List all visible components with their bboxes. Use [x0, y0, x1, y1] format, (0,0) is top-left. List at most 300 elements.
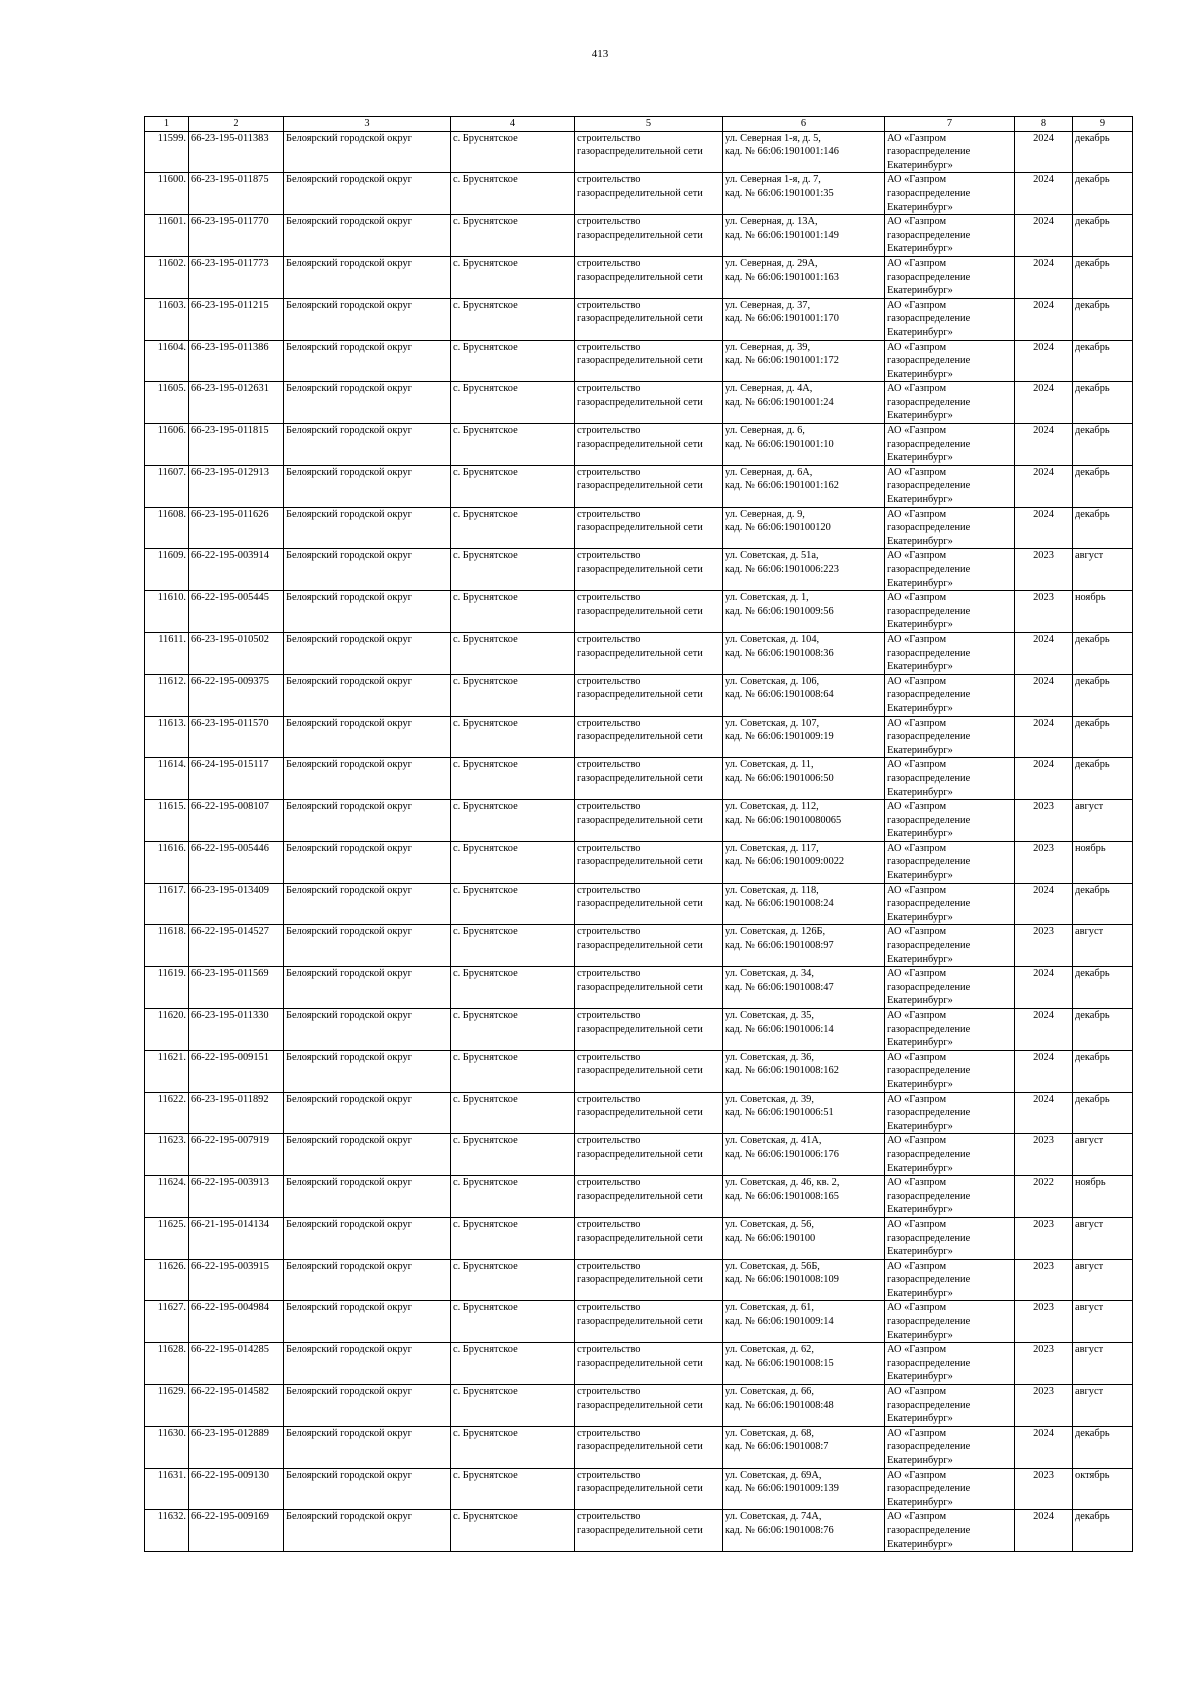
address-cell	[723, 256, 885, 298]
street-address: ул. Северная, д. 39,	[725, 341, 811, 353]
settlement-cell	[451, 1009, 575, 1051]
settlement-cell	[451, 298, 575, 340]
settlement-name: с. Бруснятское	[453, 1469, 518, 1481]
month-value: декабрь	[1075, 508, 1110, 520]
year-value: 2024	[1033, 1093, 1054, 1105]
year-cell	[1015, 1259, 1073, 1301]
year-value: 2024	[1033, 1051, 1054, 1063]
row-number-cell	[145, 215, 189, 257]
organization-line: Екатеринбург»	[887, 702, 953, 714]
organization-line: Екатеринбург»	[887, 661, 953, 673]
year-value: 2023	[1033, 1302, 1054, 1314]
row-number: 11616.	[157, 842, 186, 854]
month-value: август	[1075, 550, 1104, 562]
organization-line: Екатеринбург»	[887, 1287, 953, 1299]
settlement-cell	[451, 1301, 575, 1343]
work-type-line: строительство	[577, 132, 641, 144]
table-row	[145, 298, 1133, 340]
work-type-line: строительство	[577, 592, 641, 604]
registry-code-cell	[189, 507, 284, 549]
column-header: 1	[145, 117, 189, 132]
row-number: 11611.	[158, 633, 186, 645]
address-cell	[723, 382, 885, 424]
registry-code: 66-22-195-004984	[191, 1302, 269, 1314]
month-cell	[1073, 632, 1133, 674]
organization-line: газораспределение	[887, 438, 971, 450]
year-cell	[1015, 1176, 1073, 1218]
year-cell	[1015, 215, 1073, 257]
row-number: 11627.	[157, 1302, 186, 1314]
row-number: 11624.	[157, 1177, 186, 1189]
address-cell	[723, 298, 885, 340]
organization-line: газораспределение	[887, 940, 971, 952]
street-address: ул. Советская, д. 46, кв. 2,	[725, 1177, 840, 1189]
settlement-name: с. Бруснятское	[453, 1093, 518, 1105]
year-cell	[1015, 967, 1073, 1009]
organization-line: газораспределение	[887, 1524, 971, 1536]
month-cell	[1073, 256, 1133, 298]
organization-cell	[885, 1343, 1015, 1385]
month-cell	[1073, 298, 1133, 340]
year-cell	[1015, 1217, 1073, 1259]
month-cell	[1073, 967, 1133, 1009]
month-cell	[1073, 925, 1133, 967]
month-cell	[1073, 1426, 1133, 1468]
year-value: 2024	[1033, 216, 1054, 228]
cadastral-number: кад. № 66:06:1901009:56	[725, 605, 834, 617]
street-address: ул. Советская, д. 34,	[725, 968, 814, 980]
year-value: 2024	[1033, 675, 1054, 687]
cadastral-number: кад. № 66:06:1901006:223	[725, 564, 839, 575]
year-value: 2024	[1033, 1427, 1054, 1439]
cadastral-number: кад. № 66:06:1901008:162	[725, 1065, 839, 1077]
organization-cell	[885, 424, 1015, 466]
month-cell	[1073, 215, 1133, 257]
registry-code: 66-22-195-003914	[191, 550, 269, 562]
table-row	[145, 424, 1133, 466]
address-cell	[723, 1009, 885, 1051]
organization-line: Екатеринбург»	[887, 1246, 953, 1258]
organization-line: газораспределение	[887, 229, 971, 241]
registry-code: 66-21-195-014134	[191, 1218, 269, 1230]
address-cell	[723, 967, 885, 1009]
organization-line: АО «Газпром	[887, 1511, 947, 1523]
organization-line: Екатеринбург»	[887, 786, 953, 798]
work-type-line: строительство	[577, 299, 641, 311]
district-cell	[284, 716, 451, 758]
organization-line: Екатеринбург»	[887, 1204, 953, 1216]
row-number: 11630.	[157, 1427, 186, 1439]
district-cell	[284, 841, 451, 883]
work-type-line: газораспределительной сети	[577, 940, 703, 952]
district-name: Белоярский городской округ	[286, 1469, 412, 1481]
work-type-cell	[575, 674, 723, 716]
organization-line: АО «Газпром	[887, 759, 947, 771]
settlement-name: с. Бруснятское	[453, 968, 518, 980]
registry-code-cell	[189, 382, 284, 424]
year-value: 2024	[1033, 1010, 1054, 1021]
month-value: декабрь	[1075, 675, 1110, 687]
month-cell	[1073, 1092, 1133, 1134]
organization-line: АО «Газпром	[887, 1260, 947, 1272]
district-cell	[284, 1301, 451, 1343]
work-type-cell	[575, 298, 723, 340]
organization-line: Екатеринбург»	[887, 1329, 953, 1341]
organization-line: Екатеринбург»	[887, 494, 953, 506]
work-type-cell	[575, 340, 723, 382]
settlement-cell	[451, 1426, 575, 1468]
work-type-cell	[575, 716, 723, 758]
row-number-cell	[145, 1176, 189, 1218]
settlement-name: с. Бруснятское	[453, 1218, 518, 1230]
settlement-cell	[451, 173, 575, 215]
district-cell	[284, 465, 451, 507]
street-address: ул. Советская, д. 112,	[725, 801, 819, 813]
district-name: Белоярский городской округ	[286, 1344, 412, 1356]
cadastral-number: кад. № 66:06:19010080065	[725, 814, 842, 826]
month-cell	[1073, 883, 1133, 925]
work-type-line: газораспределительной сети	[577, 1065, 703, 1077]
work-type-cell	[575, 465, 723, 507]
work-type-line: газораспределительной сети	[577, 1190, 703, 1202]
work-type-line: газораспределительной сети	[577, 1148, 703, 1160]
work-type-cell	[575, 131, 723, 173]
registry-code-cell	[189, 591, 284, 633]
organization-line: газораспределение	[887, 981, 971, 993]
district-name: Белоярский городской округ	[286, 550, 412, 562]
table-row	[145, 1134, 1133, 1176]
row-number-cell	[145, 1050, 189, 1092]
address-cell	[723, 173, 885, 215]
month-value: декабрь	[1075, 1051, 1110, 1063]
row-number: 11612.	[157, 675, 186, 687]
district-name: Белоярский городской округ	[286, 1260, 412, 1272]
work-type-line: газораспределительной сети	[577, 522, 703, 534]
district-cell	[284, 340, 451, 382]
row-number-cell	[145, 340, 189, 382]
row-number-cell	[145, 716, 189, 758]
district-name: Белоярский городской округ	[286, 926, 412, 938]
organization-line: АО «Газпром	[887, 1469, 947, 1481]
month-value: август	[1075, 801, 1104, 813]
registry-code: 66-22-195-009169	[191, 1511, 269, 1523]
month-cell	[1073, 1343, 1133, 1385]
organization-line: АО «Газпром	[887, 132, 947, 144]
organization-line: газораспределение	[887, 1399, 971, 1411]
organization-line: АО «Газпром	[887, 1010, 947, 1021]
year-value: 2023	[1033, 1469, 1054, 1481]
district-cell	[284, 591, 451, 633]
work-type-cell	[575, 883, 723, 925]
work-type-line: газораспределительной сети	[577, 1483, 703, 1495]
work-type-line: газораспределительной сети	[577, 187, 703, 199]
work-type-line: строительство	[577, 1260, 641, 1272]
organization-line: Екатеринбург»	[887, 410, 953, 422]
settlement-name: с. Бруснятское	[453, 633, 518, 645]
row-number: 11606.	[157, 425, 186, 437]
row-number-cell	[145, 1134, 189, 1176]
registry-code-cell	[189, 1092, 284, 1134]
table-row	[145, 716, 1133, 758]
settlement-cell	[451, 883, 575, 925]
row-number: 11610.	[157, 592, 186, 604]
work-type-line: строительство	[577, 550, 641, 562]
street-address: ул. Советская, д. 61,	[725, 1302, 814, 1314]
address-cell	[723, 1176, 885, 1218]
settlement-name: с. Бруснятское	[453, 299, 518, 311]
settlement-name: с. Бруснятское	[453, 1386, 518, 1398]
registry-code-cell	[189, 883, 284, 925]
year-value: 2024	[1033, 383, 1054, 395]
district-cell	[284, 883, 451, 925]
cadastral-number: кад. № 66:06:1901001:172	[725, 355, 839, 367]
row-number-cell	[145, 173, 189, 215]
work-type-cell	[575, 1426, 723, 1468]
row-number: 11608.	[157, 508, 186, 520]
street-address: ул. Советская, д. 106,	[725, 675, 820, 687]
table-row	[145, 883, 1133, 925]
registry-code: 66-22-195-003915	[191, 1260, 269, 1272]
work-type-line: газораспределительной сети	[577, 1441, 703, 1453]
settlement-name: с. Бруснятское	[453, 1427, 518, 1439]
work-type-line: газораспределительной сети	[577, 647, 703, 659]
registry-code: 66-22-195-009375	[191, 675, 269, 687]
street-address: ул. Северная, д. 37,	[725, 299, 811, 311]
registry-code: 66-23-195-011215	[191, 299, 269, 311]
address-cell	[723, 758, 885, 800]
year-value: 2024	[1033, 299, 1054, 311]
column-header: 4	[451, 117, 575, 132]
work-type-line: строительство	[577, 1344, 641, 1356]
month-value: ноябрь	[1075, 1177, 1106, 1189]
registry-code-cell	[189, 925, 284, 967]
organization-line: Екатеринбург»	[887, 870, 953, 882]
work-type-cell	[575, 507, 723, 549]
organization-cell	[885, 173, 1015, 215]
cadastral-number: кад. № 66:06:1901009:19	[725, 731, 834, 743]
year-value: 2023	[1033, 1260, 1054, 1272]
month-value: декабрь	[1075, 884, 1110, 896]
district-cell	[284, 1176, 451, 1218]
registry-code: 66-22-195-014582	[191, 1386, 269, 1398]
year-cell	[1015, 1092, 1073, 1134]
registry-code-cell	[189, 674, 284, 716]
registry-code: 66-22-195-005446	[191, 842, 269, 854]
organization-line: АО «Газпром	[887, 1427, 947, 1439]
work-type-cell	[575, 632, 723, 674]
year-cell	[1015, 925, 1073, 967]
row-number: 11615.	[157, 801, 186, 813]
district-cell	[284, 1426, 451, 1468]
row-number: 11613.	[157, 717, 186, 729]
table-row	[145, 967, 1133, 1009]
year-cell	[1015, 465, 1073, 507]
work-type-line: строительство	[577, 1093, 641, 1105]
settlement-name: с. Бруснятское	[453, 1511, 518, 1523]
address-cell	[723, 883, 885, 925]
month-cell	[1073, 1217, 1133, 1259]
organization-cell	[885, 215, 1015, 257]
table-row	[145, 1426, 1133, 1468]
year-value: 2024	[1033, 968, 1054, 980]
month-cell	[1073, 1134, 1133, 1176]
work-type-line: газораспределительной сети	[577, 1232, 703, 1244]
address-cell	[723, 1217, 885, 1259]
row-number-cell	[145, 591, 189, 633]
settlement-cell	[451, 507, 575, 549]
district-cell	[284, 1009, 451, 1051]
district-name: Белоярский городской округ	[286, 759, 412, 771]
organization-cell	[885, 758, 1015, 800]
organization-line: газораспределение	[887, 1483, 971, 1495]
table-row	[145, 131, 1133, 173]
row-number: 11599.	[157, 132, 186, 144]
organization-cell	[885, 298, 1015, 340]
work-type-line: строительство	[577, 842, 641, 854]
year-cell	[1015, 632, 1073, 674]
year-cell	[1015, 758, 1073, 800]
work-type-line: строительство	[577, 1177, 641, 1189]
year-cell	[1015, 591, 1073, 633]
organization-line: Екатеринбург»	[887, 1413, 953, 1425]
work-type-cell	[575, 800, 723, 842]
district-name: Белоярский городской округ	[286, 383, 412, 395]
year-cell	[1015, 507, 1073, 549]
address-cell	[723, 716, 885, 758]
organization-line: АО «Газпром	[887, 675, 947, 687]
registry-code: 66-22-195-014527	[191, 926, 269, 938]
table-row	[145, 256, 1133, 298]
registry-code-cell	[189, 549, 284, 591]
work-type-cell	[575, 1134, 723, 1176]
organization-line: АО «Газпром	[887, 174, 947, 186]
district-cell	[284, 256, 451, 298]
settlement-cell	[451, 1343, 575, 1385]
month-value: ноябрь	[1075, 592, 1106, 604]
row-number-cell	[145, 1217, 189, 1259]
registry-code-cell	[189, 1217, 284, 1259]
gas-network-registry-table	[144, 116, 1133, 1552]
row-number: 11619.	[157, 968, 186, 980]
registry-code-cell	[189, 1050, 284, 1092]
table-row	[145, 1385, 1133, 1427]
year-cell	[1015, 1510, 1073, 1552]
row-number-cell	[145, 1510, 189, 1552]
month-value: август	[1075, 926, 1104, 938]
street-address: ул. Советская, д. 66,	[725, 1386, 814, 1398]
cadastral-number: кад. № 66:06:1901008:15	[725, 1357, 834, 1369]
address-cell	[723, 507, 885, 549]
row-number: 11603.	[157, 299, 186, 311]
table-row	[145, 215, 1133, 257]
registry-code: 66-23-195-011815	[191, 425, 269, 437]
organization-line: газораспределение	[887, 1107, 971, 1119]
settlement-name: с. Бруснятское	[453, 216, 518, 228]
row-number: 11600.	[157, 174, 186, 186]
district-cell	[284, 632, 451, 674]
work-type-cell	[575, 1468, 723, 1510]
year-value: 2024	[1033, 257, 1054, 269]
organization-cell	[885, 674, 1015, 716]
year-cell	[1015, 716, 1073, 758]
registry-code: 66-23-195-011330	[191, 1010, 269, 1021]
month-value: декабрь	[1075, 1427, 1110, 1439]
column-header: 2	[189, 117, 284, 132]
settlement-cell	[451, 674, 575, 716]
registry-code-cell	[189, 298, 284, 340]
month-cell	[1073, 1176, 1133, 1218]
settlement-name: с. Бруснятское	[453, 592, 518, 604]
district-name: Белоярский городской округ	[286, 1511, 412, 1523]
settlement-name: с. Бруснятское	[453, 425, 518, 437]
month-value: октябрь	[1075, 1469, 1110, 1481]
district-name: Белоярский городской округ	[286, 1051, 412, 1063]
organization-line: газораспределение	[887, 480, 971, 492]
organization-line: АО «Газпром	[887, 1218, 947, 1230]
settlement-name: с. Бруснятское	[453, 1260, 518, 1272]
column-header: 3	[284, 117, 451, 132]
registry-code-cell	[189, 131, 284, 173]
work-type-cell	[575, 1301, 723, 1343]
settlement-name: с. Бруснятское	[453, 550, 518, 562]
registry-code: 66-23-195-011892	[191, 1093, 269, 1105]
settlement-cell	[451, 1176, 575, 1218]
organization-line: газораспределение	[887, 355, 971, 367]
organization-cell	[885, 632, 1015, 674]
year-cell	[1015, 1134, 1073, 1176]
organization-line: газораспределение	[887, 731, 971, 743]
row-number: 11623.	[157, 1135, 186, 1147]
registry-code: 66-22-195-008107	[191, 801, 269, 813]
registry-code: 66-22-195-009130	[191, 1469, 269, 1481]
organization-cell	[885, 1259, 1015, 1301]
district-name: Белоярский городской округ	[286, 341, 412, 353]
table-row	[145, 1050, 1133, 1092]
work-type-line: газораспределительной сети	[577, 355, 703, 367]
organization-cell	[885, 1009, 1015, 1051]
street-address: ул. Северная 1-я, д. 7,	[725, 174, 821, 186]
month-cell	[1073, 424, 1133, 466]
district-name: Белоярский городской округ	[286, 508, 412, 520]
work-type-line: строительство	[577, 1386, 641, 1398]
street-address: ул. Советская, д. 35,	[725, 1010, 814, 1021]
table-body	[145, 131, 1133, 1552]
work-type-line: строительство	[577, 257, 641, 269]
district-name: Белоярский городской округ	[286, 1386, 412, 1398]
street-address: ул. Советская, д. 56Б,	[725, 1260, 820, 1272]
cadastral-number: кад. № 66:06:1901008:36	[725, 647, 834, 659]
work-type-line: строительство	[577, 759, 641, 771]
month-cell	[1073, 1510, 1133, 1552]
settlement-cell	[451, 1217, 575, 1259]
organization-line: Екатеринбург»	[887, 1496, 953, 1508]
organization-line: газораспределение	[887, 814, 971, 826]
row-number: 11620.	[157, 1010, 186, 1021]
table-row	[145, 1343, 1133, 1385]
cadastral-number: кад. № 66:06:1901009:139	[725, 1483, 839, 1495]
district-name: Белоярский городской округ	[286, 1218, 412, 1230]
settlement-cell	[451, 800, 575, 842]
registry-code-cell	[189, 1301, 284, 1343]
settlement-cell	[451, 716, 575, 758]
year-cell	[1015, 340, 1073, 382]
organization-line: АО «Газпром	[887, 257, 947, 269]
organization-line: газораспределение	[887, 1232, 971, 1244]
row-number: 11632.	[157, 1511, 186, 1523]
organization-line: АО «Газпром	[887, 1051, 947, 1063]
organization-line: АО «Газпром	[887, 926, 947, 938]
cadastral-number: кад. № 66:06:1901001:149	[725, 229, 839, 241]
